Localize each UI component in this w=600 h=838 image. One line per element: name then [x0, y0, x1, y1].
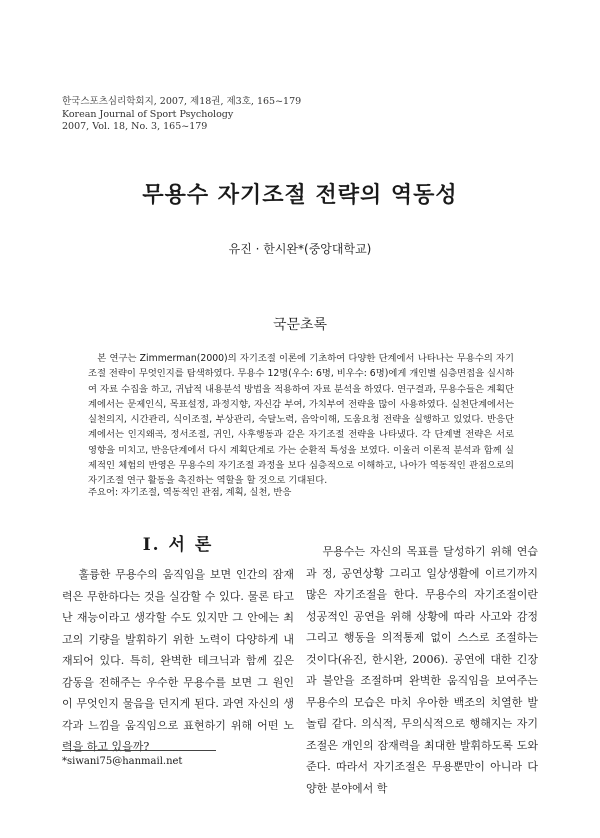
section-heading-introduction: I. 서 론 [142, 535, 214, 555]
footnote-divider [62, 750, 216, 751]
right-column [306, 541, 538, 799]
journal-name-english: Korean Journal of Sport Psychology [62, 108, 234, 120]
intro-paragraph-2: 무용수는 자신의 목표를 달성하기 위해 연습과 정, 공연상황 그리고 일상생활에 이르기까지 많은 자기조절을 한다. 무용수의 자기조절이란 성공적인 공연을 위해 상황에 따라 사고와 감정 그리고 행동을 의적통제 없이 스스로 조절하는 것이다(유진, 한시완, 2006). 공연에 대한 긴장과 불안을 조절하며 완벽한 움직임을 보여주는 무용수의 모습은 마치 우아한 백조의 치열한 발놀림 같다. 의식적, 무의식적으로 행해지는 자기조절은 개인의 잠재력을 최대한 발휘하도록 도와준다. 따라서 자기조절은 무용뿐만이 아니라 다양한 분야에서 학 [306, 545, 538, 795]
journal-citation-english: 2007, Vol. 18, No. 3, 165~179 [62, 121, 208, 132]
left-column [62, 564, 294, 758]
journal-citation-korean: 한국스포츠심리학회지, 2007, 제18권, 제3호, 165~179 [62, 96, 302, 107]
authors: 유진 · 한시완*(중앙대학교) [228, 242, 372, 256]
abstract-heading: 국문초록 [272, 317, 328, 333]
keywords: 주요어: 자기조절, 역동적인 관점, 계획, 실천, 반응 [88, 487, 292, 498]
footnote-email: *siwani75@hanmail.net [62, 756, 183, 767]
abstract-body: 본 연구는 Zimmerman(2000)의 자기조절 이론에 기초하여 다양한 단계에서 나타나는 무용수의 자기조절 전략이 무엇인지를 탐색하였다. 무용수 12명(우수: 6명, 비우수: 6명)에게 개인별 심층면접을 실시하여 자료 수집을 하고, 귀납적 내용분석 방법을 적용하여 자료 분석을 하였다. 연구결과, 무용수들은 계획단계에서는 문제인식, 목표설정, 과정지향, 자신감 부여, 가치부여 전략을 많이 사용하였다. 실천단계에서는 실천의지, 시간관리, 식이조절, 부상관리, 숙달노력, 음악이해, 도움요청 전략을 실행하고 있었다. 반응단계에서는 인지왜곡, 정서조절, 귀인, 사후행동과 같은 자기조절 전략을 나타냈다. 각 단계별 전략은 서로 영향을 미치고, 반응단계에서 다시 계획단계로 가는 순환적 특성을 보였다. 이울러 이론적 분석과 함께 실제적인 체험의 반영은 무용수의 자기조절 과정을 보다 심층적으로 이해하고, 나아가 역동적인 관점으로의 자기조절 연구 활동을 촉진하는 역할을 할 것으로 기대된다. [88, 353, 514, 487]
paper-title: 무용수 자기조절 전략의 역동성 [142, 182, 458, 208]
journal-info [62, 96, 301, 134]
intro-paragraph-1: 훌륭한 무용수의 움직임을 보면 인간의 잠재력은 무한하다는 것을 실감할 수 있다. 물론 타고난 재능이라고 생각할 수도 있지만 그 안에는 최고의 기량을 발휘하기 위한 노력이 다양하게 내재되어 있다. 특히, 완벽한 테크닉과 함께 깊은 감동을 전해주는 우수한 무용수를 보면 그 원인이 무엇인지 물음을 던지게 된다. 과연 자신의 생각과 느낌을 움직임으로 표현하기 위해 어떤 노력을 하고 있을까? [62, 568, 294, 753]
